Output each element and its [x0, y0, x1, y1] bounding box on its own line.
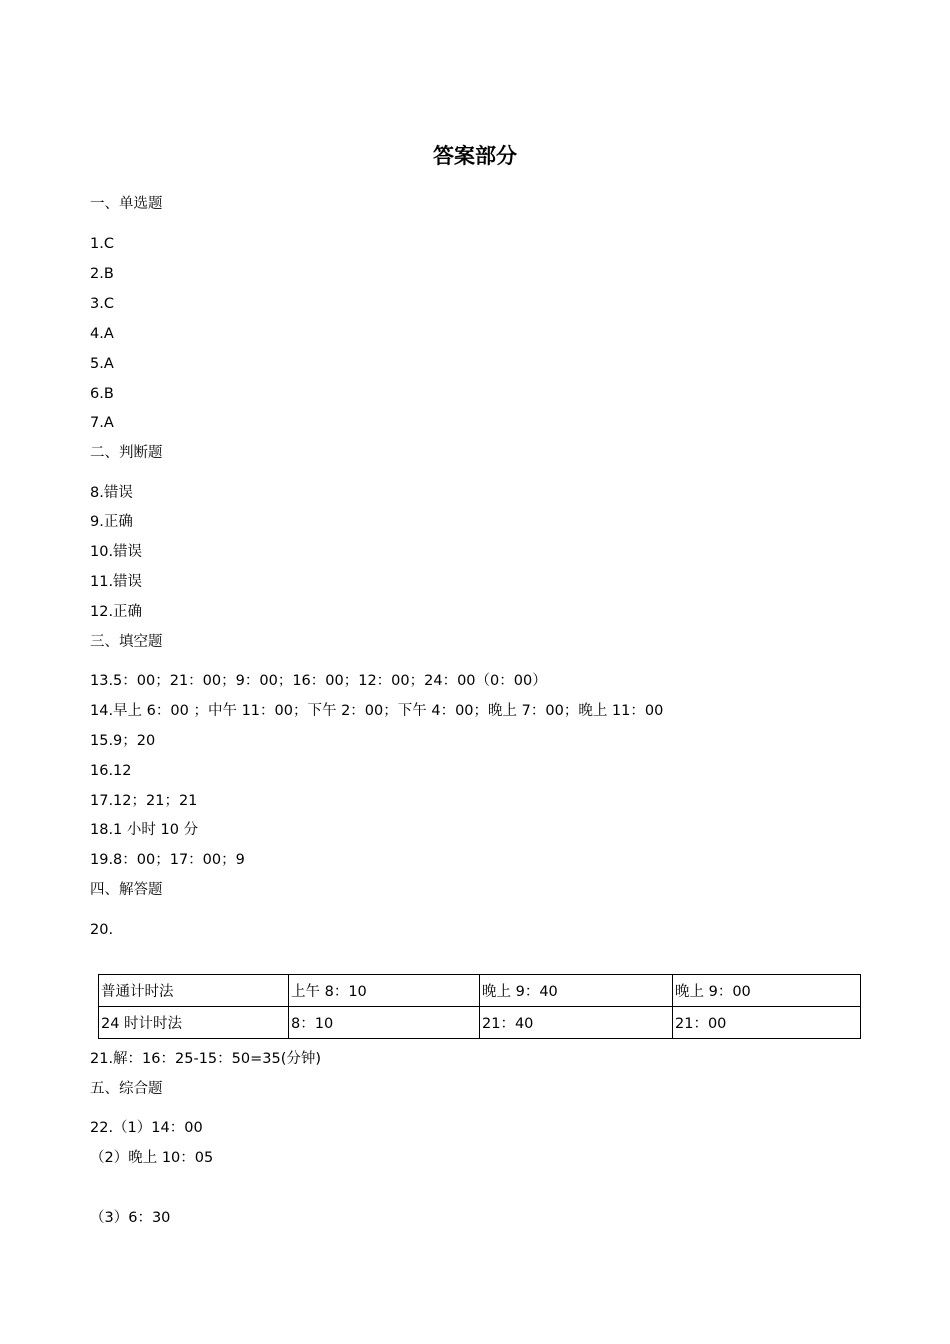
answer-line: 17.12；21；21	[90, 793, 198, 809]
answer-line: 10.错误	[90, 544, 143, 560]
answer-line: 3.C	[90, 296, 114, 312]
section-heading: 二、判断题	[90, 445, 163, 461]
answer-line: 13.5：00；21：00；9：00；16：00；12：00；24：00（0：00）	[90, 673, 547, 689]
table-cell: 21：40	[480, 1007, 673, 1039]
answer-line: 6.B	[90, 386, 114, 402]
table-cell: 8：10	[289, 1007, 480, 1039]
answer-line: 15.9；20	[90, 733, 156, 749]
table-cell: 21：00	[673, 1007, 861, 1039]
answer-line: 11.错误	[90, 574, 143, 590]
answer-line: 21.解：16：25-15：50=35(分钟)	[90, 1051, 322, 1067]
table-cell: 普通计时法	[99, 975, 289, 1007]
table-cell: 上午 8：10	[289, 975, 480, 1007]
page-title: 答案部分	[433, 144, 517, 168]
table-cell: 24 时计时法	[99, 1007, 289, 1039]
time-table	[98, 974, 861, 1039]
section-heading: 一、单选题	[90, 196, 163, 212]
answer-line: 18.1 小时 10 分	[90, 822, 199, 838]
answer-line: 14.早上 6：00 ；中午 11：00；下午 2：00；下午 4：00；晚上 7：00；晚上 11：00	[90, 703, 664, 719]
answer-line: 8.错误	[90, 485, 133, 501]
answer-line: 5.A	[90, 356, 114, 372]
answer-line: 19.8：00；17：00；9	[90, 852, 245, 868]
answer-line: 4.A	[90, 326, 114, 342]
answer-line: 2.B	[90, 266, 114, 282]
answer-line: 16.12	[90, 763, 132, 779]
answer-line: 9.正确	[90, 514, 133, 530]
section-heading: 五、综合题	[90, 1081, 163, 1097]
answer-line: 20.	[90, 922, 114, 938]
answer-line: 22.（1）14：00	[90, 1120, 203, 1136]
table-row	[99, 975, 861, 1007]
answer-line: （2）晚上 10：05	[90, 1150, 214, 1166]
answer-line: 7.A	[90, 415, 114, 431]
answer-line: （3）6：30	[90, 1210, 171, 1226]
answer-line: 12.正确	[90, 604, 143, 620]
answer-line: 1.C	[90, 236, 114, 252]
table-row	[99, 1007, 861, 1039]
table-cell: 晚上 9：40	[480, 975, 673, 1007]
section-heading: 四、解答题	[90, 882, 163, 898]
section-heading: 三、填空题	[90, 634, 163, 650]
table-cell: 晚上 9：00	[673, 975, 861, 1007]
